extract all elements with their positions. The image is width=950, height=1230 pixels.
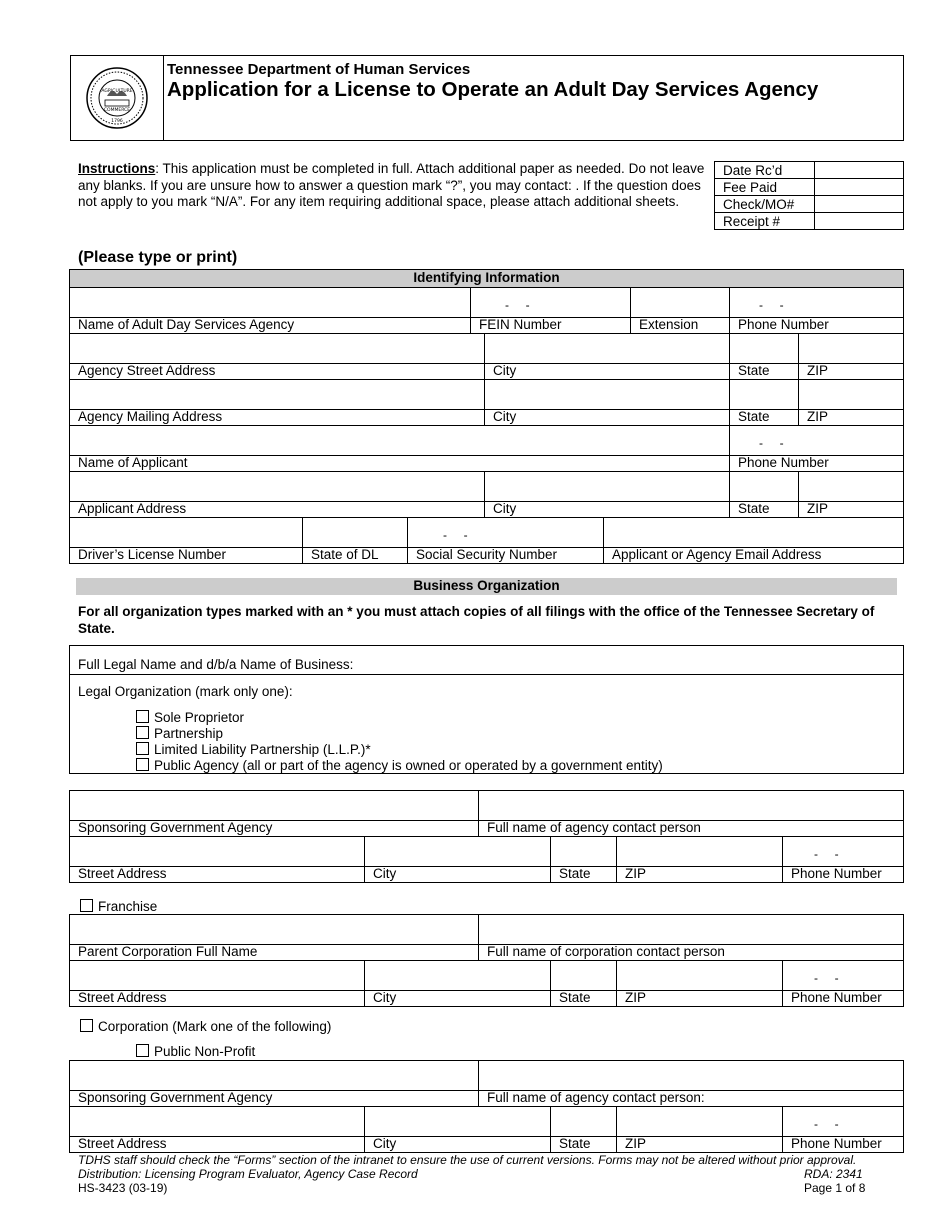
footer-distribution: Distribution: Licensing Program Evaluator, Agency Case Record <box>78 1167 418 1181</box>
applicant-state-field[interactable]: State <box>729 472 798 517</box>
franchise-address-row <box>69 961 904 1007</box>
footer-form-number: HS-3423 (03-19) <box>78 1181 168 1195</box>
agency-street-field[interactable]: Agency Street Address <box>70 334 484 379</box>
corporation-block <box>69 1060 904 1153</box>
ssn-field[interactable]: - - Social Security Number <box>407 518 603 563</box>
option-sole-proprietor[interactable]: Sole Proprietor <box>136 710 663 726</box>
mailing-zip-field[interactable]: ZIP <box>798 380 903 425</box>
office-field-receipt[interactable] <box>815 213 904 230</box>
mailing-city-field[interactable]: City <box>484 380 729 425</box>
sponsor-state-field[interactable]: State <box>550 837 616 882</box>
office-field-date[interactable] <box>815 162 904 179</box>
franchise-option[interactable]: Franchise <box>80 899 157 914</box>
license-row <box>69 518 904 564</box>
corp-address-row <box>69 1107 904 1153</box>
tennessee-seal-icon <box>85 66 149 130</box>
identifying-information-section <box>69 269 904 564</box>
office-field-fee[interactable] <box>815 179 904 196</box>
footer-page-number: Page 1 of 8 <box>804 1181 866 1195</box>
footer-form-line <box>78 1181 904 1195</box>
instructions-label: Instructions <box>78 161 156 176</box>
page-footer <box>78 1153 904 1195</box>
fein-field[interactable]: - - FEIN Number <box>470 288 630 333</box>
franchise-phone-field[interactable]: - - Phone Number <box>782 961 903 1006</box>
checkbox[interactable] <box>136 1044 149 1057</box>
drivers-license-field[interactable]: Driver’s License Number <box>70 518 302 563</box>
svg-text:1796: 1796 <box>111 119 123 124</box>
extension-field[interactable]: Extension <box>630 288 729 333</box>
corp-sponsor-row <box>69 1061 904 1107</box>
franchise-block <box>69 914 904 1007</box>
sponsor-city-field[interactable]: City <box>364 837 550 882</box>
identifying-heading: Identifying Information <box>69 269 904 288</box>
franchise-city-field[interactable]: City <box>364 961 550 1006</box>
checkbox[interactable] <box>136 742 149 755</box>
corp-state-field[interactable]: State <box>550 1107 616 1152</box>
applicant-zip-field[interactable]: ZIP <box>798 472 903 517</box>
office-label-receipt: Receipt # <box>715 213 815 230</box>
office-label-fee: Fee Paid <box>715 179 815 196</box>
agency-street-row <box>69 334 904 380</box>
email-field[interactable]: Applicant or Agency Email Address <box>603 518 903 563</box>
option-llp[interactable]: Limited Liability Partnership (L.L.P.)* <box>136 742 663 758</box>
instructions <box>78 161 706 211</box>
svg-text:AGRICULTURE: AGRICULTURE <box>101 89 133 94</box>
applicant-name-field[interactable]: Name of Applicant <box>70 426 729 471</box>
sponsor-street-field[interactable]: Street Address <box>70 837 364 882</box>
agency-state-field[interactable]: State <box>729 334 798 379</box>
checkbox[interactable] <box>136 710 149 723</box>
business-note: For all organization types marked with an * you must attach copies of all filings with the office of the Tennessee Secretary of State. <box>78 604 875 636</box>
sponsor-phone-field[interactable]: - - Phone Number <box>782 837 903 882</box>
parent-corp-row <box>69 915 904 961</box>
office-field-check[interactable] <box>815 196 904 213</box>
parent-corp-field[interactable]: Parent Corporation Full Name <box>70 915 478 960</box>
franchise-zip-field[interactable]: ZIP <box>616 961 782 1006</box>
option-public-agency[interactable]: Public Agency (all or part of the agency is owned or operated by a government entity) <box>136 758 663 774</box>
public-nonprofit-option[interactable]: Public Non-Profit <box>136 1044 255 1059</box>
franchise-street-field[interactable]: Street Address <box>70 961 364 1006</box>
office-use-box <box>714 161 904 230</box>
footer-notice: TDHS staff should check the “Forms” section of the intranet to ensure the use of current versions. Forms may not be altered without prior approval. <box>78 1153 857 1167</box>
please-type-heading: (Please type or print) <box>78 249 238 266</box>
legal-organization-box <box>69 645 904 774</box>
checkbox[interactable] <box>136 758 149 771</box>
form-header <box>70 55 904 141</box>
checkbox[interactable] <box>80 899 93 912</box>
instructions-text: : This application must be completed in full. Attach additional paper as needed. Do not leave any blanks. If you are unsure how to answer a question mark “?”, you may contact: . If the question does not apply to you mark “N/A”. For any item requiring additional space, please attach additional sheets. <box>78 161 705 209</box>
applicant-address-row <box>69 472 904 518</box>
applicant-address-field[interactable]: Applicant Address <box>70 472 484 517</box>
office-label-date: Date Rc’d <box>715 162 815 179</box>
corp-zip-field[interactable]: ZIP <box>616 1107 782 1152</box>
applicant-name-row <box>69 426 904 472</box>
form-title: Application for a License to Operate an Adult Day Services Agency <box>167 78 819 101</box>
public-agency-block <box>69 790 904 883</box>
dl-state-field[interactable]: State of DL <box>302 518 407 563</box>
agency-phone-field[interactable]: - - Phone Number <box>729 288 903 333</box>
footer-distribution-line <box>78 1167 904 1181</box>
sponsoring-agency-field[interactable]: Sponsoring Government Agency <box>70 791 478 836</box>
office-label-check: Check/MO# <box>715 196 815 213</box>
legal-org-label: Legal Organization (mark only one): <box>78 684 293 699</box>
corp-city-field[interactable]: City <box>364 1107 550 1152</box>
agency-mailing-row <box>69 380 904 426</box>
corporation-option[interactable]: Corporation (Mark one of the following) <box>80 1019 331 1034</box>
sponsor-address-row <box>69 837 904 883</box>
corp-sponsor-field[interactable]: Sponsoring Government Agency <box>70 1061 478 1106</box>
applicant-city-field[interactable]: City <box>484 472 729 517</box>
corp-agency-contact-field[interactable]: Full name of agency contact person: <box>478 1061 903 1106</box>
checkbox[interactable] <box>136 726 149 739</box>
agency-mailing-field[interactable]: Agency Mailing Address <box>70 380 484 425</box>
agency-name-field[interactable]: Name of Adult Day Services Agency <box>70 288 470 333</box>
svg-text:COMMERCE: COMMERCE <box>103 108 131 113</box>
business-organization-heading: Business Organization <box>76 578 897 595</box>
checkbox[interactable] <box>80 1019 93 1032</box>
option-partnership[interactable]: Partnership <box>136 726 663 742</box>
agency-zip-field[interactable]: ZIP <box>798 334 903 379</box>
agency-name-row <box>69 288 904 334</box>
department-name: Tennessee Department of Human Services <box>167 61 471 78</box>
franchise-state-field[interactable]: State <box>550 961 616 1006</box>
corp-contact-field[interactable]: Full name of corporation contact person <box>478 915 903 960</box>
corp-street-field[interactable]: Street Address <box>70 1107 364 1152</box>
seal-cell <box>71 56 164 140</box>
applicant-phone-field[interactable]: - - Phone Number <box>729 426 903 471</box>
sponsor-zip-field[interactable]: ZIP <box>616 837 782 882</box>
agency-city-field[interactable]: City <box>484 334 729 379</box>
legal-org-options <box>136 710 663 774</box>
footer-rda: RDA: 2341 <box>804 1167 863 1181</box>
corp-phone-field[interactable]: - - Phone Number <box>782 1107 903 1152</box>
mailing-state-field[interactable]: State <box>729 380 798 425</box>
sponsoring-agency-row <box>69 791 904 837</box>
agency-contact-field[interactable]: Full name of agency contact person <box>478 791 903 836</box>
legal-name-field[interactable]: Full Legal Name and d/b/a Name of Business: <box>70 646 903 675</box>
